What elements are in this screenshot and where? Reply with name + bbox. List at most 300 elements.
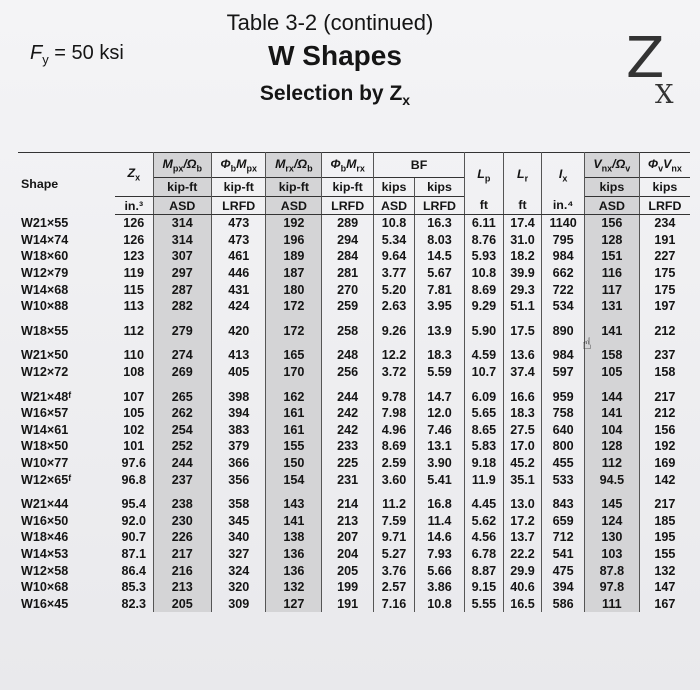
value-cell: 187 [266,265,322,282]
value-cell: 155 [266,438,322,455]
value-cell: 233 [322,438,374,455]
table-row [18,438,690,455]
value-cell: 5.20 [374,281,415,298]
table-subtitle: Selection by $Z_x$ [259,82,411,109]
value-cell: 86.4 [121,563,147,578]
value-cell: 151 [584,248,639,265]
shape-cell: W16×50 [21,513,69,528]
value-cell: 214 [322,496,374,513]
header-ix: $I_x$ [542,153,584,197]
value-cell: 455 [542,455,584,472]
value-cell: 405 [211,364,266,381]
table-row [18,281,690,298]
value-cell: 1140 [542,215,584,232]
unit-mpx-omega: kip-ft [153,178,211,197]
header-lr: $L_r$ [503,153,542,197]
value-cell: 204 [322,546,374,563]
header-zx: $Z_x$ [127,166,141,183]
value-cell: 984 [542,248,584,265]
value-cell: 115 [123,282,144,297]
hand-cursor-icon: ☝ [582,336,592,353]
value-cell: 142 [639,471,690,488]
value-cell: 116 [584,265,639,282]
value-cell: 4.56 [464,529,503,546]
shape-cell: W18×60 [21,249,69,264]
value-cell: 281 [322,265,374,282]
table-row [18,422,690,439]
value-cell: 17.4 [503,215,542,232]
value-cell: 230 [153,513,211,530]
value-cell: 158 [639,364,690,381]
value-cell: 212 [639,405,690,422]
value-cell: 2.57 [374,579,415,596]
value-cell: 161 [266,405,322,422]
value-cell: 6.11 [464,215,503,232]
value-cell: 659 [542,513,584,530]
value-cell: 475 [542,562,584,579]
value-cell: 131 [584,298,639,315]
value-cell: 309 [211,595,266,612]
value-cell: 984 [542,347,584,364]
value-cell: 165 [266,347,322,364]
value-cell: 284 [322,248,374,265]
value-cell: 533 [542,471,584,488]
value-cell: 461 [211,248,266,265]
value-cell: 259 [322,298,374,315]
value-cell: 29.3 [503,281,542,298]
group-spacer [18,380,690,388]
unit-phi-mrx: kip-ft [322,178,374,197]
shape-cell: W21×50 [21,348,69,363]
value-cell: 31.0 [503,232,542,249]
value-cell: 8.76 [464,232,503,249]
table-row [18,405,690,422]
value-cell: 197 [639,298,690,315]
table-row [18,471,690,488]
value-cell: 431 [211,281,266,298]
unit-vnx-omega: kips [584,178,639,197]
value-cell: 9.29 [464,298,503,315]
value-cell: 4.59 [464,347,503,364]
value-cell: 13.6 [503,347,542,364]
shape-cell: W21×48ᶠ [21,389,72,404]
value-cell: 217 [639,496,690,513]
value-cell: 5.62 [464,513,503,530]
value-cell: 12.2 [374,347,415,364]
value-cell: 205 [322,562,374,579]
value-cell: 5.65 [464,405,503,422]
shape-cell: W10×88 [21,299,69,314]
value-cell: 383 [211,422,266,439]
value-cell: 227 [639,248,690,265]
value-cell: 420 [211,323,266,340]
shape-cell: W18×50 [21,439,69,454]
table-title-block [0,10,700,108]
header-lp: $L_p$ [464,153,503,197]
value-cell: 320 [211,579,266,596]
value-cell: 123 [123,249,145,264]
value-cell: 111 [584,595,639,612]
value-cell: 156 [584,215,639,232]
value-cell: 213 [322,513,374,530]
value-cell: 156 [639,422,690,439]
value-cell: 662 [542,265,584,282]
value-cell: 13.9 [415,323,465,340]
value-cell: 8.69 [464,281,503,298]
value-cell: 161 [266,422,322,439]
value-cell: 92.0 [121,513,147,528]
header-phi-mpx: $\Phi_bM_{px}$ [211,153,266,178]
value-cell: 195 [639,529,690,546]
value-cell: 191 [322,595,374,612]
value-cell: 3.90 [415,455,465,472]
shape-cell: W21×44 [21,497,69,512]
value-cell: 270 [322,281,374,298]
value-cell: 758 [542,405,584,422]
value-cell: 7.16 [374,595,415,612]
value-cell: 279 [153,323,211,340]
value-cell: 959 [542,388,584,405]
shape-cell: W21×55 [21,216,69,231]
value-cell: 112 [584,455,639,472]
value-cell: 9.64 [374,248,415,265]
value-cell: 13.1 [415,438,465,455]
unit-lr: ft [503,197,542,215]
value-cell: 237 [639,347,690,364]
shape-cell: W12×65ᶠ [21,472,72,487]
value-cell: 2.63 [374,298,415,315]
value-cell: 225 [322,455,374,472]
table-row [18,546,690,563]
value-cell: 16.8 [415,496,465,513]
shape-cell: W16×45 [21,596,69,611]
value-cell: 172 [266,323,322,340]
value-cell: 9.26 [374,323,415,340]
value-cell: 39.9 [503,265,542,282]
value-cell: 274 [153,347,211,364]
method-phi-mpx: LRFD [211,197,266,215]
table-row [18,388,690,405]
value-cell: 242 [322,405,374,422]
value-cell: 175 [639,281,690,298]
value-cell: 110 [123,348,144,363]
value-cell: 138 [266,529,322,546]
value-cell: 17.0 [503,438,542,455]
value-cell: 155 [639,546,690,563]
value-cell: 172 [266,298,322,315]
value-cell: 5.34 [374,232,415,249]
value-cell: 130 [584,529,639,546]
shape-cell: W18×55 [21,323,69,338]
value-cell: 7.59 [374,513,415,530]
value-cell: 231 [322,471,374,488]
value-cell: 5.55 [464,595,503,612]
value-cell: 113 [123,299,144,314]
table-row [18,579,690,596]
value-cell: 379 [211,438,266,455]
value-cell: 167 [639,595,690,612]
value-cell: 185 [639,513,690,530]
value-cell: 242 [322,422,374,439]
value-cell: 394 [211,405,266,422]
value-cell: 340 [211,529,266,546]
value-cell: 207 [322,529,374,546]
value-cell: 105 [584,364,639,381]
shape-cell: W14×74 [21,232,69,247]
value-cell: 4.96 [374,422,415,439]
value-cell: 586 [542,595,584,612]
value-cell: 5.59 [415,364,465,381]
value-cell: 294 [322,232,374,249]
unit-lp: ft [464,197,503,215]
value-cell: 97.8 [584,579,639,596]
unit-bf-asd: kips [374,178,415,197]
value-cell: 398 [211,388,266,405]
value-cell: 126 [115,215,153,232]
value-cell: 4.45 [464,496,503,513]
value-cell: 128 [584,232,639,249]
value-cell: 95.4 [121,497,147,512]
table-row [18,529,690,546]
value-cell: 90.7 [121,530,147,545]
value-cell: 712 [542,529,584,546]
value-cell: 9.15 [464,579,503,596]
value-cell: 128 [584,438,639,455]
value-cell: 217 [639,388,690,405]
value-cell: 10.8 [374,215,415,232]
table-row [18,248,690,265]
value-cell: 101 [123,439,145,454]
value-cell: 192 [639,438,690,455]
value-cell: 51.1 [503,298,542,315]
unit-phi-vnx: kips [639,178,690,197]
value-cell: 358 [211,496,266,513]
shape-cell: W12×72 [21,365,69,380]
table-number: Table 3-2 (continued) [226,10,434,35]
value-cell: 189 [266,248,322,265]
value-cell: 5.66 [415,562,465,579]
value-cell: 103 [584,546,639,563]
value-cell: 5.83 [464,438,503,455]
value-cell: 2.59 [374,455,415,472]
unit-ix: in.⁴ [542,197,584,215]
value-cell: 16.5 [503,595,542,612]
header-vnx-omega: $V_{nx}/\Omega_v$ [584,153,639,178]
value-cell: 473 [211,232,266,249]
value-cell: 3.77 [374,265,415,282]
shape-cell: W14×68 [21,282,69,297]
value-cell: 11.9 [464,471,503,488]
value-cell: 17.2 [503,513,542,530]
shape-cell: W10×77 [21,456,69,471]
table-row [18,298,690,315]
value-cell: 132 [266,579,322,596]
value-cell: 216 [153,562,211,579]
table-body [18,215,690,613]
value-cell: 16.3 [415,215,465,232]
method-bf-asd: ASD [374,197,415,215]
shape-cell: W16×57 [21,406,69,421]
table-row [18,513,690,530]
value-cell: 35.1 [503,471,542,488]
value-cell: 82.3 [121,596,147,611]
value-cell: 345 [211,513,266,530]
value-cell: 5.67 [415,265,465,282]
value-cell: 127 [266,595,322,612]
value-cell: 112 [123,323,144,338]
value-cell: 424 [211,298,266,315]
value-cell: 180 [266,281,322,298]
value-cell: 141 [584,323,639,340]
header-mpx-omega: $M_{px}/\Omega_b$ [153,153,211,178]
value-cell: 141 [584,405,639,422]
value-cell: 22.2 [503,546,542,563]
header-phi-mrx: $\Phi_bM_{rx}$ [322,153,374,178]
value-cell: 199 [322,579,374,596]
unit-zx: in.³ [115,197,153,215]
value-cell: 297 [153,265,211,282]
value-cell: 13.0 [503,496,542,513]
value-cell: 287 [153,281,211,298]
value-cell: 8.65 [464,422,503,439]
value-cell: 394 [542,579,584,596]
value-cell: 18.2 [503,248,542,265]
value-cell: 248 [322,347,374,364]
value-cell: 13.7 [503,529,542,546]
value-cell: 9.78 [374,388,415,405]
value-cell: 5.90 [464,323,503,340]
value-cell: 17.5 [503,323,542,340]
value-cell: 289 [322,215,374,232]
method-phi-mrx: LRFD [322,197,374,215]
method-mrx-omega: ASD [266,197,322,215]
value-cell: 45.2 [503,455,542,472]
value-cell: 843 [542,496,584,513]
shape-cell: W12×79 [21,266,69,281]
shape-cell: W14×61 [21,422,69,437]
value-cell: 102 [123,422,145,437]
shape-cell: W14×53 [21,546,69,561]
shape-cell: W10×68 [21,580,69,595]
value-cell: 314 [153,232,211,249]
value-cell: 136 [266,562,322,579]
header-bf: BF [374,153,465,178]
value-cell: 117 [584,281,639,298]
w-shapes-table [18,152,690,612]
shape-cell: W12×58 [21,563,69,578]
value-cell: 191 [639,232,690,249]
value-cell: 10.8 [415,595,465,612]
table-row [18,265,690,282]
value-cell: 169 [639,455,690,472]
method-vnx-omega: ASD [584,197,639,215]
value-cell: 10.8 [464,265,503,282]
value-cell: 213 [153,579,211,596]
value-cell: 5.93 [464,248,503,265]
value-cell: 126 [123,232,145,247]
value-cell: 162 [266,388,322,405]
table-row [18,562,690,579]
value-cell: 3.60 [374,471,415,488]
value-cell: 147 [639,579,690,596]
shape-cell: W18×46 [21,530,69,545]
value-cell: 366 [211,455,266,472]
value-cell: 96.8 [121,472,147,487]
value-cell: 234 [639,215,690,232]
value-cell: 145 [584,496,639,513]
value-cell: 87.8 [584,562,639,579]
value-cell: 3.72 [374,364,415,381]
value-cell: 104 [584,422,639,439]
value-cell: 150 [266,455,322,472]
value-cell: 132 [639,562,690,579]
value-cell: 141 [266,513,322,530]
value-cell: 14.6 [415,529,465,546]
value-cell: 244 [153,455,211,472]
value-cell: 12.0 [415,405,465,422]
value-cell: 205 [153,595,211,612]
table-row [18,455,690,472]
value-cell: 890 [542,323,584,340]
value-cell: 244 [322,388,374,405]
unit-phi-mpx: kip-ft [211,178,266,197]
corner-x-symbol: X [655,80,674,110]
value-cell: 11.4 [415,513,465,530]
value-cell: 3.95 [415,298,465,315]
value-cell: 597 [542,364,584,381]
value-cell: 105 [123,406,145,421]
value-cell: 269 [153,364,211,381]
value-cell: 252 [153,438,211,455]
value-cell: 7.98 [374,405,415,422]
value-cell: 192 [266,215,322,232]
value-cell: 6.09 [464,388,503,405]
corner-z-symbol: Z [626,26,665,91]
value-cell: 18.3 [503,405,542,422]
value-cell: 258 [322,323,374,340]
value-cell: 8.69 [374,438,415,455]
value-cell: 6.78 [464,546,503,563]
value-cell: 722 [542,281,584,298]
value-cell: 196 [266,232,322,249]
table-title: W Shapes [268,40,402,71]
value-cell: 158 [584,347,639,364]
value-cell: 324 [211,562,266,579]
value-cell: 8.87 [464,562,503,579]
value-cell: 541 [542,546,584,563]
value-cell: 307 [153,248,211,265]
value-cell: 16.6 [503,388,542,405]
value-cell: 11.2 [374,496,415,513]
value-cell: 144 [584,388,639,405]
header-shape: Shape [21,176,59,191]
group-spacer [18,488,690,496]
value-cell: 154 [266,471,322,488]
value-cell: 3.76 [374,562,415,579]
method-phi-vnx: LRFD [639,197,690,215]
value-cell: 473 [211,215,266,232]
value-cell: 40.6 [503,579,542,596]
value-cell: 97.6 [121,456,147,471]
value-cell: 85.3 [121,580,147,595]
value-cell: 136 [266,546,322,563]
value-cell: 640 [542,422,584,439]
value-cell: 170 [266,364,322,381]
value-cell: 256 [322,364,374,381]
value-cell: 254 [153,422,211,439]
unit-bf-lrfd: kips [415,178,465,197]
header-mrx-omega: $M_{rx}/\Omega_b$ [266,153,322,178]
